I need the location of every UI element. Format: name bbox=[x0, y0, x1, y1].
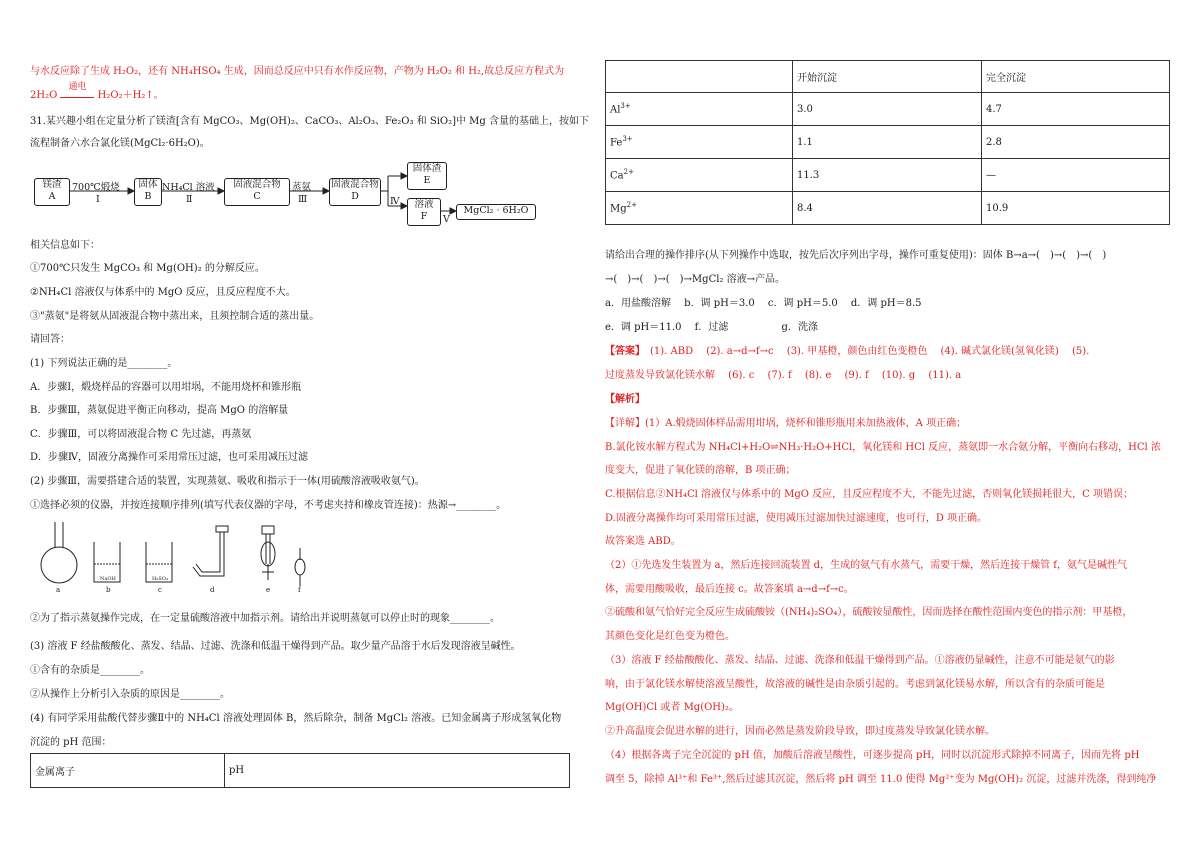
table-row bbox=[606, 192, 1170, 225]
flow-step-4-roman: Ⅳ bbox=[390, 196, 400, 207]
flow-step-5-roman: Ⅴ bbox=[443, 214, 450, 225]
flow-box-d: 固液混合物 D bbox=[329, 178, 381, 206]
flow-step-1-roman: Ⅰ bbox=[96, 194, 100, 205]
flow-box-product: MgCl₂ · 6H₂O bbox=[456, 204, 536, 220]
equation-reactant: 2H₂O bbox=[30, 90, 58, 101]
apparatus-f-label: f bbox=[298, 586, 301, 594]
operations-1: a．用盐酸溶解 b．调 pH＝3.0 c．调 pH＝5.0 d．调 pH＝8.5 bbox=[605, 298, 922, 309]
end-cell: 10.9 bbox=[982, 192, 1170, 225]
start-cell: 3.0 bbox=[793, 93, 982, 126]
option-b: B．步骤Ⅲ，蒸氨促进平衡正向移动，提高 MgO 的溶解量 bbox=[30, 405, 289, 416]
detail-16: 调至 5，除掉 Al³⁺和 Fe³⁺,然后过滤其沉淀，然后将 pH 调至 11.0 使得 Mg²⁺变为 Mg(OH)₂ 沉淀，过滤并洗涤，得到纯净 bbox=[605, 774, 1157, 785]
table-header-ph: pH bbox=[225, 754, 570, 788]
answer-line-1 bbox=[605, 346, 1089, 358]
part-3-question: (3) 溶液 F 经盐酸酸化、蒸发、结晶、过滤、洗涤和低温干燥得到产品。取少量产品溶于水后发现溶液呈碱性。 bbox=[30, 641, 521, 652]
part-4-line-2: 沉淀的 pH 范围： bbox=[30, 737, 112, 748]
detail-7: （2）①先选发生装置为 a，然后连接回流装置 d，生成的氨气有水蒸气，需要干燥，然后连接干燥管 f，氨气是碱性气 bbox=[605, 560, 1127, 571]
ion-cell: $Fe^{3+}$ bbox=[606, 126, 793, 159]
prev-answer-line-1: 与水反应除了生成 H₂O₂，还有 NH₄HSO₄ 生成，因而总反应中只有水作反应物，产物为 H₂O₂ 和 H₂,故总反应方程式为 bbox=[30, 66, 565, 77]
beaker-b-label: NaOH bbox=[100, 576, 116, 582]
table-row bbox=[606, 126, 1170, 159]
equation-condition: 通电 bbox=[68, 82, 87, 92]
flow-box-b: 固体 B bbox=[134, 178, 162, 206]
apparatus-d-label: d bbox=[210, 586, 215, 594]
option-a: A．步骤Ⅰ，煅烧样品的容器可以用坩埚，不能用烧杯和锥形瓶 bbox=[30, 382, 302, 393]
sequence-question-2: →( )→( )→( )→MgCl₂ 溶液→产品。 bbox=[605, 274, 785, 285]
part-4-line-1: (4) 有同学采用盐酸代替步骤Ⅱ中的 NH₄Cl 溶液处理固体 B，然后除杂，制备 MgCl₂ 溶液。已知金属离子形成氢氧化物 bbox=[30, 713, 562, 724]
info-2: ②NH₄Cl 溶液仅与体系中的 MgO 反应，且反应程度不大。 bbox=[30, 287, 296, 298]
sequence-question-1: 请给出合理的操作排序(从下列操作中选取，按先后次序列出字母，操作可重复使用)：固体 B→a→( )→( )→( ) bbox=[605, 250, 1107, 261]
detail-2: B.氯化铵水解方程式为 NH₄Cl+H₂O⇌NH₃·H₂O+HCl，氧化镁和 HCl 反应，蒸氨即一水合氨分解，平衡向右移动，HCl 浓 bbox=[605, 442, 1161, 453]
apparatus-b-label: b bbox=[106, 586, 111, 594]
detail-10: 其颜色变化是红色变为橙色。 bbox=[605, 631, 735, 642]
apparatus-a-label: a bbox=[56, 586, 61, 594]
detail-3: 度变大，促进了氧化镁的溶解，B 项正确； bbox=[605, 465, 796, 476]
detail-6: 故答案选 ABD。 bbox=[605, 536, 681, 547]
part-3-sub-2: ②从操作上分析引入杂质的原因是________。 bbox=[30, 689, 230, 700]
flow-step-3-roman: Ⅲ bbox=[298, 194, 308, 205]
ion-cell: $Mg^{2+}$ bbox=[606, 192, 793, 225]
question-31-line-2: 流程制备六水合氯化镁(MgCl₂·6H₂O)。 bbox=[30, 138, 210, 149]
flow-box-f: 溶液 F bbox=[407, 198, 441, 226]
ph-table-header bbox=[30, 753, 570, 788]
part-2-sub-2: ②为了指示蒸氨操作完成，在一定量硫酸溶液中加指示剂。请给出并说明蒸氨可以停止时的现象________。 bbox=[30, 613, 500, 624]
start-cell: 1.1 bbox=[793, 126, 982, 159]
part-1-question: (1) 下列说法正确的是________。 bbox=[30, 358, 178, 369]
part-3-sub-1: ①含有的杂质是________。 bbox=[30, 665, 150, 676]
beaker-c-label: H₂SO₄ bbox=[152, 576, 168, 582]
flow-step-3-label: 蒸氨 bbox=[292, 182, 312, 193]
flow-step-1-label: 700℃煅烧 bbox=[72, 182, 120, 193]
table-corner bbox=[606, 61, 793, 93]
start-cell: 8.4 bbox=[793, 192, 982, 225]
please-answer: 请回答： bbox=[30, 334, 70, 345]
detail-1: 【详解】(1）A.煅烧固体样品需用坩埚，烧杯和锥形瓶用来加热液体，A 项正确； bbox=[605, 418, 967, 429]
flow-box-a: 镁渣 A bbox=[34, 178, 70, 206]
analysis-tag: 【解析】 bbox=[605, 394, 645, 405]
operations-2: e．调 pH＝11.0 f．过滤 g．洗涤 bbox=[605, 322, 818, 333]
end-cell: 4.7 bbox=[982, 93, 1170, 126]
option-c: C．步骤Ⅲ，可以将固液混合物 C 先过滤，再蒸氨 bbox=[30, 429, 252, 440]
ph-table-body bbox=[605, 60, 1170, 225]
answer-line-2: 过度蒸发导致氯化镁水解 (6). c (7). f (8). e (9). f (10). g (11). a bbox=[605, 370, 962, 381]
ion-cell: $Ca^{2+}$ bbox=[606, 159, 793, 192]
end-cell: — bbox=[982, 159, 1170, 192]
part-2-question: (2) 步骤Ⅲ，需要搭建合适的装置，实现蒸氨、吸收和指示于一体(用硫酸溶液吸收氨气)。 bbox=[30, 476, 425, 487]
detail-12: 响，由于氯化镁水解使溶液呈酸性，故溶液的碱性是由杂质引起的。考虑到氯化镁易水解，所以含有的杂质可能是 bbox=[605, 679, 1105, 690]
flow-step-2-label: NH₄Cl 溶液 bbox=[162, 182, 215, 193]
table-row bbox=[606, 159, 1170, 192]
apparatus-e-label: e bbox=[266, 586, 271, 594]
info-1: ①700℃只发生 MgCO₃ 和 Mg(OH)₂ 的分解反应。 bbox=[30, 263, 265, 274]
option-d: D．步骤Ⅳ，固液分离操作可采用常压过滤，也可采用减压过滤 bbox=[30, 452, 309, 463]
detail-9: ②硫酸和氨气恰好完全反应生成硫酸铵（(NH₄)₂SO₄），硫酸铵显酸性，因而选择在酸性范围内变色的指示剂：甲基橙， bbox=[605, 607, 1133, 618]
equation-products: H₂O₂＋H₂↑。 bbox=[97, 90, 164, 101]
table-row bbox=[606, 93, 1170, 126]
apparatus-drawings bbox=[30, 520, 330, 598]
ion-cell: $Al^{3+}$ bbox=[606, 93, 793, 126]
detail-4: C.根据信息②NH₄Cl 溶液仅与体系中的 MgO 反应，且反应程度不大，不能先过滤，否则氧化镁损耗很大，C 项错误； bbox=[605, 489, 1134, 500]
part-2-sub-1: ①选择必须的仪器，并按连接顺序排列(填写代表仪器的字母，不考虑夹持和橡皮管连接)：热源→________。 bbox=[30, 500, 507, 511]
flow-box-c: 固液混合物 C bbox=[224, 178, 290, 206]
detail-8: 体，需要用酸吸收，最后连接 c。故答案填 a→d→f→c。 bbox=[605, 584, 854, 595]
detail-13: Mg(OH)Cl 或者 Mg(OH)₂。 bbox=[605, 702, 739, 713]
detail-11: （3）溶液 F 经盐酸酸化、蒸发、结晶、过滤、洗涤和低温干燥得到产品。①溶液仍显碱性，注意不可能是氨气的影 bbox=[605, 655, 1115, 666]
detail-15: （4）根据各离子完全沉淀的 pH 值，加酸后溶液呈酸性，可逐步提高 pH，同时以沉淀形式除掉不同离子，因而先将 pH bbox=[605, 750, 1140, 761]
answer-tag: 【答案】 bbox=[605, 346, 640, 357]
apparatus-figure bbox=[30, 520, 330, 598]
info-3: ③"蒸氨"是将氨从固液混合物中蒸出来，且须控制合适的蒸出量。 bbox=[30, 311, 320, 322]
flow-step-2-roman: Ⅱ bbox=[186, 194, 193, 205]
flow-box-e: 固体渣 E bbox=[407, 162, 447, 190]
table-header-start: 开始沉淀 bbox=[793, 61, 982, 93]
apparatus-c-label: c bbox=[158, 586, 162, 594]
end-cell: 2.8 bbox=[982, 126, 1170, 159]
answer-text-1: (1). ABD (2). a→d→f→c (3). 甲基橙，颜色由红色变橙色 (4). 碱式氯化镁(氢氧化镁) (5). bbox=[650, 346, 1090, 357]
info-heading: 相关信息如下： bbox=[30, 240, 100, 251]
question-31-line-1: 31.某兴趣小组在定量分析了镁渣[含有 MgCO₃、Mg(OH)₂、CaCO₃、Al₂O₃、Fe₂O₃ 和 SiO₂]中 Mg 含量的基础上，按如下 bbox=[30, 116, 589, 127]
detail-14: ②升高温度会促进水解的进行，因而必然是蒸发阶段导致，即过度蒸发导致氯化镁水解。 bbox=[605, 726, 995, 737]
table-header-end: 完全沉淀 bbox=[982, 61, 1170, 93]
start-cell: 11.3 bbox=[793, 159, 982, 192]
prev-answer-equation bbox=[30, 82, 164, 102]
detail-5: D.固液分离操作均可采用常压过滤，使用减压过滤加快过滤速度，也可行，D 项正确。 bbox=[605, 513, 988, 524]
table-header-ion: 金属离子 bbox=[31, 754, 225, 788]
process-flowchart bbox=[30, 160, 570, 230]
